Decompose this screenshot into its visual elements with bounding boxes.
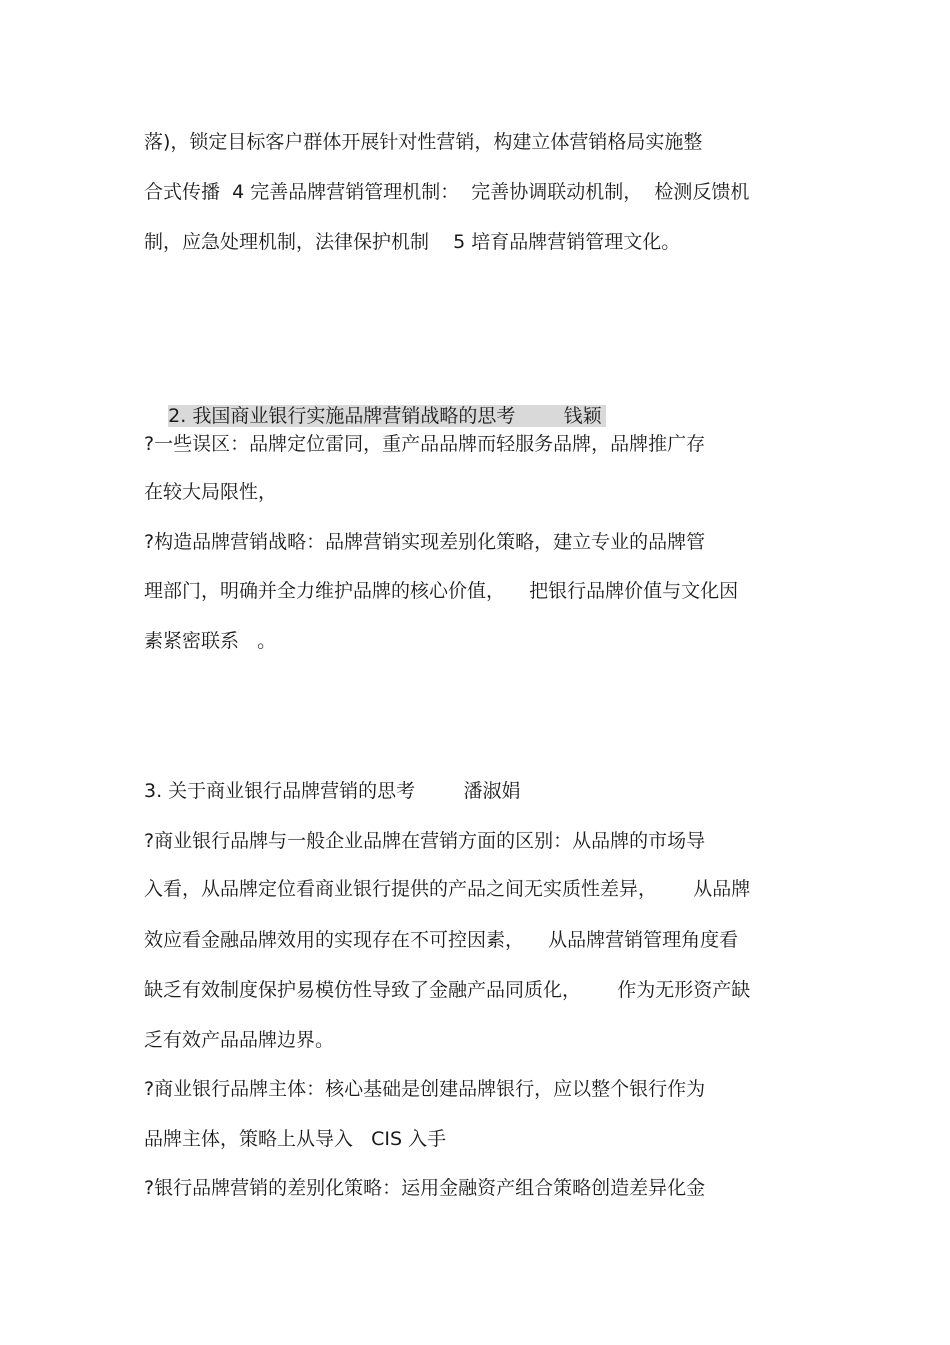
paragraph-line: ?构造品牌营销战略：品牌营销实现差别化策略，建立专业的品牌管	[144, 531, 706, 553]
paragraph-line: 理部门，明确并全力维护品牌的核心价值， 把银行品牌价值与文化因	[144, 580, 739, 602]
paragraph-line: ?商业银行品牌与一般企业品牌在营销方面的区别：从品牌的市场导	[144, 830, 706, 852]
paragraph-line: 制，应急处理机制，法律保护机制 5 培育品牌营销管理文化。	[144, 231, 681, 253]
paragraph-line: 素紧密联系 。	[144, 630, 277, 652]
paragraph-line: 入看，从品牌定位看商业银行提供的产品之间无实质性差异， 从品牌	[144, 878, 751, 900]
paragraph-line: 合式传播 4 完善品牌营销管理机制： 完善协调联动机制， 检测反馈机	[144, 181, 750, 203]
paragraph-line: 在较大局限性，	[144, 481, 278, 503]
paragraph-line: ?商业银行品牌主体：核心基础是创建品牌银行，应以整个银行作为	[144, 1078, 706, 1100]
paragraph-line: 缺乏有效制度保护易模仿性导致了金融产品同质化， 作为无形资产缺	[144, 979, 751, 1001]
paragraph-line: ?一些误区：品牌定位雷同，重产品品牌而轻服务品牌，品牌推广存	[144, 433, 706, 455]
section-heading: 3. 关于商业银行品牌营销的思考 潘淑娟	[144, 780, 521, 802]
paragraph-line: 品牌主体，策略上从导入 CIS 入手	[144, 1128, 447, 1150]
paragraph-line: ?银行品牌营销的差别化策略：运用金融资产组合策略创造差异化金	[144, 1177, 706, 1199]
paragraph-line: 乏有效产品品牌边界。	[144, 1029, 335, 1051]
paragraph-line: 效应看金融品牌效用的实现存在不可控因素， 从品牌营销管理角度看	[144, 929, 739, 951]
paragraph-line: 落)，锁定目标客户群体开展针对性营销，构建立体营销格局实施整	[144, 131, 703, 153]
section-heading-text: 2. 我国商业银行实施品牌营销战略的思考 钱颖	[168, 405, 606, 427]
